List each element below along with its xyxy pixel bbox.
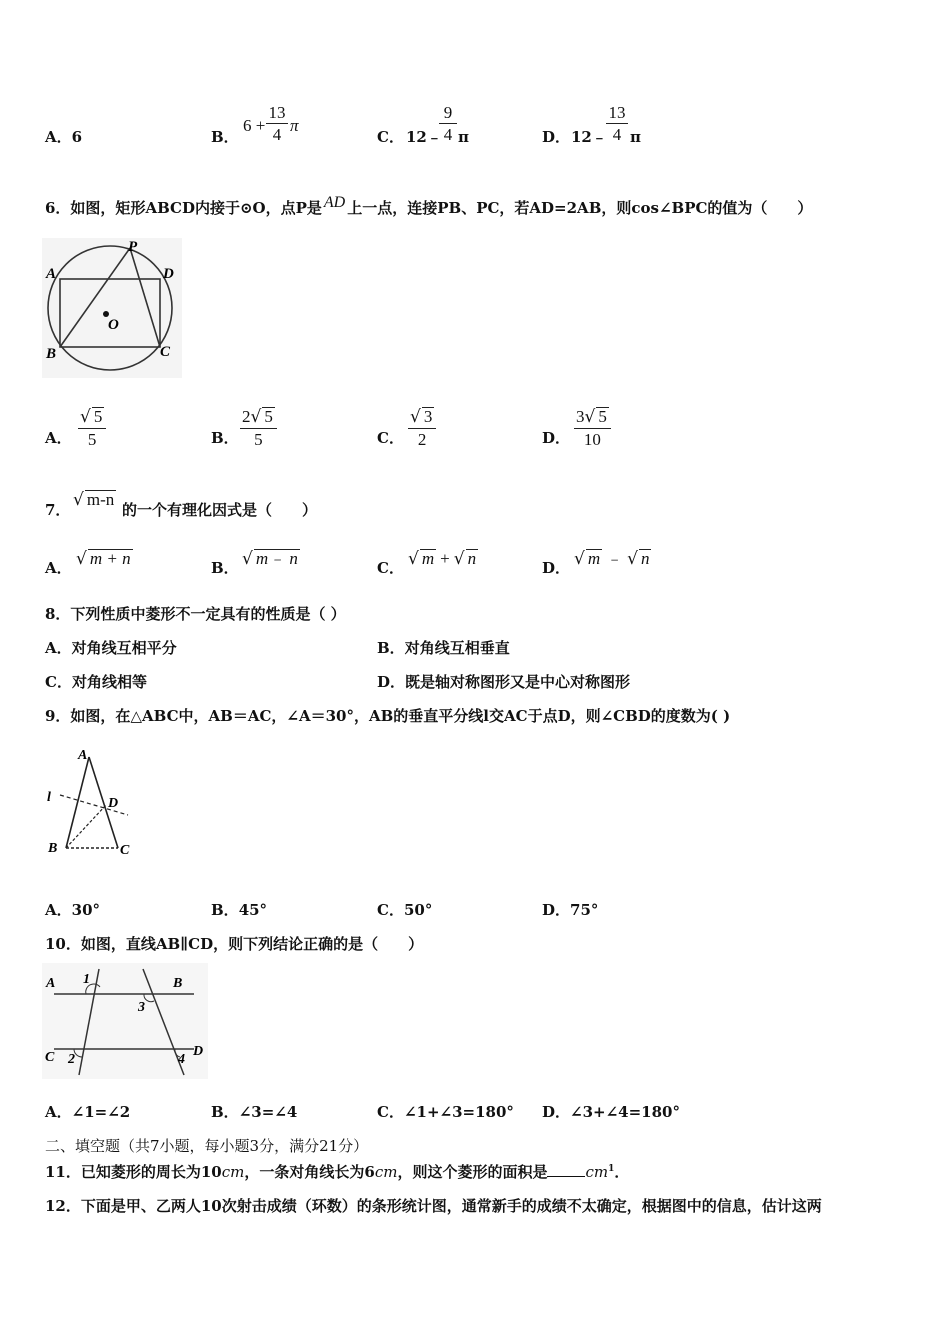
- label-b: B: [48, 841, 58, 856]
- q6-figure: [42, 238, 182, 378]
- q8-option-a: [45, 641, 177, 656]
- radical-sign: √: [574, 549, 585, 569]
- option-text: 既是轴对称图形又是中心对称图形: [405, 673, 631, 691]
- label-b: B: [173, 976, 183, 991]
- option-letter: A．: [45, 901, 72, 919]
- radicand: 3: [423, 407, 433, 426]
- radicand: n: [467, 549, 477, 568]
- numerator: [78, 407, 106, 426]
- fraction-bar: [240, 428, 277, 429]
- operator: +: [440, 549, 450, 568]
- option-text: 对角线相等: [71, 673, 147, 691]
- q11-unit-3: cm: [585, 1163, 609, 1181]
- option-value: 6: [71, 128, 83, 146]
- numerator: [574, 407, 611, 426]
- fraction-bar: [439, 123, 457, 124]
- option-text: 75°: [570, 901, 599, 919]
- q6-option-fraction: [574, 407, 611, 448]
- radicand: n: [640, 549, 650, 568]
- q5-option-b-letter: B．: [211, 128, 239, 146]
- option-letter: B．: [211, 1103, 239, 1121]
- fraction-bar: [606, 123, 628, 124]
- label-d: D: [108, 796, 119, 811]
- label-b: B: [46, 346, 57, 362]
- q5-option-c-fraction: [439, 104, 457, 143]
- label-2: 2: [68, 1052, 75, 1067]
- option-text: 45°: [238, 901, 268, 919]
- radical-sign: √: [627, 549, 638, 569]
- label-a: A: [78, 748, 88, 763]
- label-c: C: [45, 1050, 55, 1065]
- option-text: 对角线互相平分: [71, 639, 177, 657]
- option-letter: C．: [45, 673, 72, 691]
- q10-stem: 10．如图，直线AB∥CD，则下列结论正确的是（ ）: [45, 935, 424, 953]
- option-letter: D．: [542, 1103, 571, 1121]
- q5-option-d-letter: D．: [542, 128, 571, 146]
- radicand: 5: [93, 407, 103, 426]
- label-a: A: [46, 976, 56, 991]
- denominator: 5: [87, 430, 97, 449]
- q11-stem: [45, 1164, 629, 1180]
- q10-figure: [42, 963, 208, 1079]
- label-4: 4: [178, 1052, 185, 1067]
- fraction-bar: [574, 428, 611, 429]
- radical-sign: √: [584, 407, 596, 427]
- q6-text-before: 6．如图，矩形ABCD内接于⊙O，点P是: [45, 199, 322, 217]
- option-letter: A．: [45, 639, 72, 657]
- fraction-bar: [78, 428, 106, 429]
- option-letter: C．: [377, 1103, 404, 1121]
- option-letter: B．: [377, 639, 405, 657]
- q6-option-fraction: [78, 407, 106, 448]
- coefficient: 2: [242, 407, 251, 426]
- option-letter: D．: [542, 901, 571, 919]
- radical-sign: √: [76, 549, 87, 569]
- fraction-bar: [408, 428, 436, 429]
- label-c: C: [120, 843, 130, 858]
- denominator: 10: [583, 430, 601, 449]
- radicand: 5: [264, 407, 273, 426]
- q11-end: ．: [614, 1163, 630, 1181]
- q9-option-c: [377, 903, 432, 918]
- denominator: 4: [272, 125, 282, 144]
- q6-text-after: 上一点，连接PB、PC，若AD=2AB，则cos∠BPC的值为（ ）: [347, 199, 813, 217]
- q9-option-a: [45, 903, 100, 918]
- q7-option-expression: [76, 549, 133, 568]
- label-a: A: [46, 266, 57, 282]
- radicand: m: [421, 549, 435, 568]
- option-text: ∠3+∠4=180°: [570, 1103, 680, 1121]
- q5-option-c-pi: π: [458, 128, 469, 146]
- label-o: O: [108, 317, 119, 333]
- label-l: l: [47, 790, 51, 805]
- q7-radical: [73, 490, 116, 509]
- q9-figure: [42, 745, 142, 865]
- radical-sign: √: [242, 549, 253, 569]
- q7-text: 的一个有理化因式是（ ）: [122, 501, 318, 519]
- option-text: ∠1=∠2: [71, 1103, 131, 1121]
- denominator: 4: [612, 125, 622, 144]
- q6-arc-label: AD: [323, 194, 346, 211]
- option-text: 30°: [71, 901, 101, 919]
- radicand: 5: [598, 407, 607, 426]
- q10-option-d: [542, 1105, 680, 1120]
- coefficient: 3: [576, 407, 585, 426]
- q5-option-a: [45, 130, 82, 145]
- q5-option-d-fraction: [606, 104, 628, 143]
- q8-option-b: [377, 641, 510, 656]
- q7-option-letter: A．: [45, 559, 72, 577]
- q9-option-d: [542, 903, 598, 918]
- q9-option-b: [211, 903, 267, 918]
- option-letter: D．: [377, 673, 406, 691]
- radicand: m + n: [89, 549, 131, 568]
- fraction-bar: [266, 123, 288, 124]
- label-d: D: [163, 266, 174, 282]
- numerator: [408, 407, 436, 426]
- option-letter: C．: [377, 901, 404, 919]
- radical-sign: √: [453, 549, 465, 569]
- q8-stem: 8．下列性质中菱形不一定具有的性质是（ ）: [45, 605, 346, 623]
- q6-option-fraction: [408, 407, 436, 448]
- q7-option-letter: C．: [377, 559, 404, 577]
- q11-superscript: 1: [608, 1164, 615, 1174]
- label-p: P: [128, 239, 138, 255]
- q6-option-fraction: [240, 407, 277, 448]
- q6-option-letter: C．: [377, 429, 404, 447]
- denominator: 5: [254, 430, 263, 449]
- option-text: ∠1+∠3=180°: [403, 1103, 514, 1121]
- option-letter: A．: [45, 128, 72, 146]
- q5-option-c-prefix: 12﹣: [406, 128, 442, 146]
- q5-option-b-prefix: 6 +: [243, 116, 266, 135]
- q7-option-expression: [242, 549, 300, 568]
- radicand: m: [587, 549, 601, 568]
- operator: ﹣: [606, 549, 624, 568]
- q11-answer-blank[interactable]: [547, 1164, 585, 1177]
- denominator: 2: [417, 430, 427, 449]
- denominator: 4: [443, 125, 453, 144]
- option-text: ∠3=∠4: [238, 1103, 298, 1121]
- q5-option-d-pi: π: [630, 128, 641, 146]
- side-ab: [66, 757, 89, 848]
- radical-sign: √: [408, 549, 419, 569]
- q8-option-c: [45, 675, 147, 690]
- numerator: 9: [443, 103, 453, 122]
- radical-sign: √: [73, 490, 84, 510]
- option-text: 50°: [403, 901, 433, 919]
- radical-sign: √: [80, 407, 91, 427]
- label-1: 1: [83, 972, 90, 987]
- q10-option-c: [377, 1105, 514, 1120]
- q6-option-letter: D．: [542, 429, 571, 447]
- q7-option-expression: [574, 549, 651, 568]
- q11-unit-1: cm: [221, 1163, 245, 1181]
- q8-option-d: [377, 675, 630, 690]
- q5-option-d-prefix: 12﹣: [571, 128, 607, 146]
- option-letter: A．: [45, 1103, 72, 1121]
- q7-option-expression: [408, 549, 478, 568]
- radicand: m-n: [86, 490, 115, 509]
- q7-number: 7．: [45, 501, 71, 519]
- q5-option-b-pi: π: [290, 116, 299, 135]
- q7-option-letter: B．: [211, 559, 239, 577]
- option-letter: B．: [211, 901, 239, 919]
- label-c: C: [160, 344, 171, 360]
- radicand: m﹣ n: [255, 549, 298, 568]
- q11-text-after: ，则这个菱形的面积是: [397, 1163, 548, 1181]
- q11-text-before: 11．已知菱形的周长为10: [45, 1163, 222, 1181]
- q11-text-mid: ，一条对角线长为6: [244, 1163, 375, 1181]
- q10-option-a: [45, 1105, 130, 1120]
- label-3: 3: [138, 1000, 145, 1015]
- numerator: 13: [268, 103, 286, 122]
- q12-stem: 12．下面是甲、乙两人10次射击成绩（环数）的条形统计图，通常新手的成绩不太确定，根据图中的信息，估计这两: [45, 1197, 822, 1215]
- q10-option-b: [211, 1105, 297, 1120]
- q5-option-b-fraction: [266, 104, 288, 143]
- q7-option-letter: D．: [542, 559, 571, 577]
- option-text: 对角线互相垂直: [404, 639, 510, 657]
- q6-option-letter: A．: [45, 429, 72, 447]
- numerator: [240, 407, 277, 426]
- q5-option-c-letter: C．: [377, 128, 404, 146]
- label-d: D: [193, 1044, 204, 1059]
- q9-stem: 9．如图，在△ABC中，AB＝AC，∠A＝30°，AB的垂直平分线l交AC于点D，则∠CBD的度数为( ): [45, 707, 731, 725]
- section-heading: 二、填空题（共7小题，每小题3分，满分21分）: [45, 1137, 369, 1155]
- radical-sign: √: [410, 407, 421, 427]
- q11-unit-2: cm: [374, 1163, 398, 1181]
- q6-stem: [45, 194, 813, 217]
- radical-sign: √: [250, 407, 262, 427]
- q6-option-letter: B．: [211, 429, 239, 447]
- numerator: 13: [608, 103, 626, 122]
